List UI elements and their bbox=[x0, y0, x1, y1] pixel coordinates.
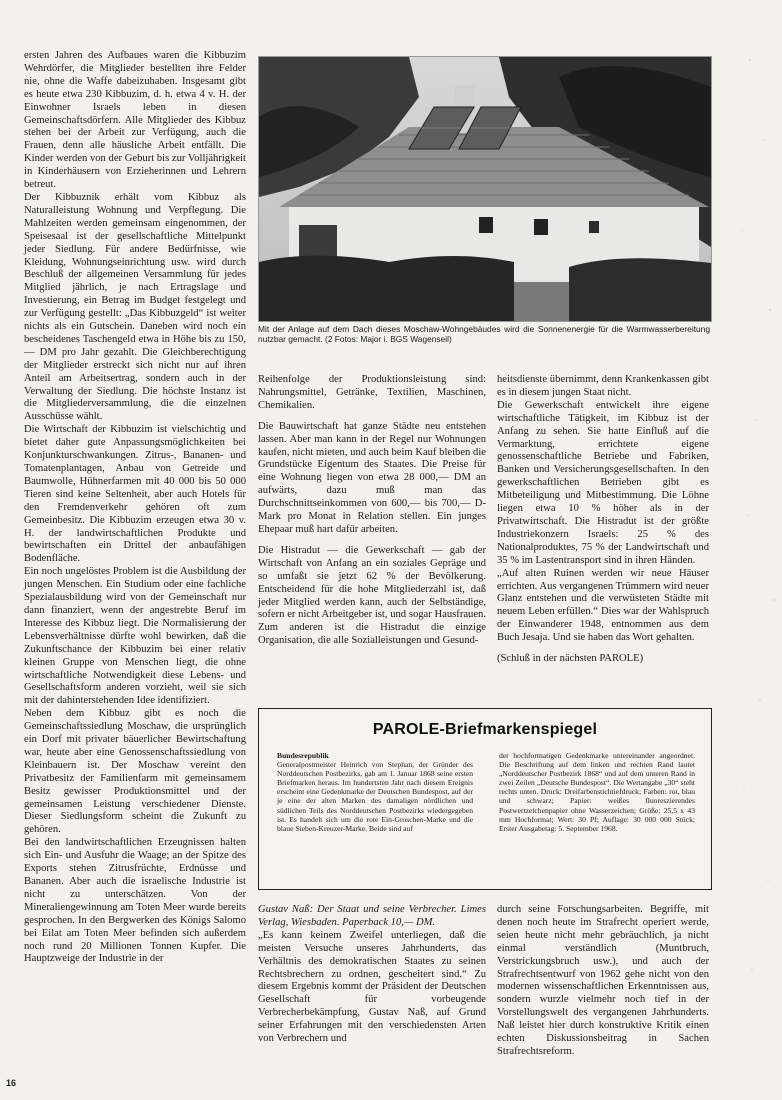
moschaw-house-photo bbox=[258, 56, 712, 322]
house-with-solar-panels-image bbox=[259, 57, 711, 321]
article-column-3 bbox=[497, 374, 709, 666]
stamp-country: Bundesrepublik bbox=[277, 751, 329, 760]
paragraph: Die Gewerkschaft entwickelt ihre eigene wirtschaftliche Tätigkeit, im Kibbuz ist der Anfang zu sehen. Sie hatte Einfluß auf die Vermarktung, errichtete eigene genossenschaftliche Betriebe und Fabriken, Banken und Versicherungsgesellschaften. In den gewerkschaftlichen Betrieben gibt es Mitbeteiligung und Mitbestimmung. Die Löhne liegen etwa 10 % höher als in der Privatwirtschaft. Die Histradut ist der größte Industriekonzern Israels: 25 % des Nationalproduktes, 75 % der Landwirtschaft und 35 % im Lastentransport sind in ihren Händen. bbox=[497, 399, 709, 566]
paragraph: heitsdienste übernimmt, denn Krankenkassen gibt es in diesem jungen Staat nicht. bbox=[497, 374, 709, 398]
paragraph: Die Bauwirtschaft hat ganze Städte neu entstehen lassen. Aber man kann in der Regel nur Wohnungen kaufen, nicht mieten, und auch beim Kauf bleiben die Grundstücke Eigentum des Staates. Die Preise für eine Wohnung liegen von etwa 28 000,— DM an aufwärts, dazu muß man das Durchschnittseinkommen von 600,— bis 700,— D-Mark pro Monat in Relation stellen. Ein junges Ehepaar muß hart dafür arbeiten. bbox=[258, 420, 486, 535]
paragraph: Reihenfolge der Produktionsleistung sind: Nahrungsmittel, Getränke, Textilien, Maschinen, Chemikalien. bbox=[258, 374, 486, 411]
review-text: durch seine Forschungsarbeiten. Begriffe, mit denen noch heute im Strafrecht operiert werde, seien heute nicht mehr gebräuchlich, ja nicht einmal verständlich (Muntbruch, Verstrickungsbruch usw.), und auch der Strafrechtsentwurf von 1962 gehe nicht von den modernen wissenschaftlichen Erkenntnissen aus, sondern wurzle vielmehr noch tief in der Vorstellungswelt des vergangenen Jahrhunderts. Naß leistet hier durch konstruktive Kritik einen echten Diskussionsbeitrag in Sachen Strafrechtsreform. bbox=[497, 904, 709, 1057]
stamp-text: der hochformatigen Gedenkmarke untereinander angeordnet. Die Beschriftung auf dem linken und rechten Rand lautet „Norddeutscher Postbezirk 1868“ und auf dem unteren Rand in zwei Zeilen „Deutsche Bundespost“. Die Wertangabe „30“ steht rechts unten. Druck: Dreifarbenstichtiefdruck; Farben: rot, blau und schwarz; Papier: weißes fluoreszierendes Postwertzeichenpapier ohne Wasserzeichen; Größe: 25,5 x 43 mm Hochformat; Wert: 30 Pf; Auflage: 30 000 000 Stück; Erster Ausgabetag: 5. September 1968. bbox=[499, 751, 695, 833]
stamp-column-right bbox=[499, 751, 695, 833]
paragraph: Neben dem Kibbuz gibt es noch die Gemeinschaftssiedlung Moschaw, die ursprünglich ein Dorf mit privater bäuerlicher Bewirtschaftung war, heute aber eine Genossenschaftssiedlung von Kleinbauern ist. Der Moschaw vereint den Privatbesitz der Familienfarm mit gemeinsamem Besitz gewisser Produktionsmittel und der gemeinsamen Leistung verschiedener Dienste. Dieser Siedlungsform scheint die Zukunft zu gehören. bbox=[24, 708, 246, 836]
box-title: PAROLE-Briefmarkenspiegel bbox=[372, 721, 598, 738]
paragraph: Bei den landwirtschaftlichen Erzeugnissen halten sich Ein- und Ausfuhr die Waage; an der Spitze des Exports stehen Zitrusfrüchte, Erdnüsse und Bananen. Aber auch die israelische Industrie ist nicht zu unterschätzen. Von der Mineraliengewinnung am Toten Meer wurde bereits gesprochen. In den Bergwerken des Königs Salomo bei Eilat am Toten Meer befinden sich außerdem noch rund 20 Millionen Tonnen Kupfer. Die Hauptzweige der Industrie in der bbox=[24, 837, 246, 965]
book-review-column bbox=[258, 904, 486, 1046]
paragraph: Der Kibbuznik erhält vom Kibbuz als Naturalleistung Wohnung und Verpflegung. Die Mahlzeiten werden gemeinsam eingenommen, der Speisesaal ist der gesellschaftliche Mittelpunkt jeder Siedlung. Für andere Bedürfnisse, wie Kleidung, Wohnungseinrichtung usw. wird durch Beschluß der allgemeinen Versammlung für jedes Mitglied jährlich, je nach Ertragslage und Investierung, ein Betrag im Budget festgelegt und zur Verfügung gestellt: „Das Kibbuzgeld“ ist weiter nichts als ein Gutschein. Daneben wird noch ein bescheidenes Taschengeld etwa in Höhe bis zu 150,— DM pro Jahr gezahlt. Die Gleichberechtigung der Mitglieder erstreckt sich nicht nur auf ihren Anteil am Arbeitsertrag, sondern auch in der Verwaltung der Siedlung. Die höchste Instanz ist die Mitgliederversammlung, die die einzelnen Ausschüsse wählt. bbox=[24, 191, 246, 423]
photo-caption: Mit der Anlage auf dem Dach dieses Moschaw-Wohngebäudes wird die Sonnenenergie für die Warmwasserbereitung nutzbar gemacht. (2 Fotos: Major i. BGS Wagenseil) bbox=[258, 324, 710, 344]
book-review-column-continued bbox=[497, 904, 709, 1059]
stamp-column-left bbox=[277, 751, 473, 833]
paragraph: „Auf alten Ruinen werden wir neue Häuser errichten. Aus vergangenen Trümmern wird neuer Glanz entstehen und die verwüsteten Städte mit neuem Leben erfüllen.“ Dies war der Wahlspruch der Einwanderer 1948, entnommen aus dem Buch Jesaja. Und sie haben das Wort gehalten. bbox=[497, 567, 709, 644]
briefmarkenspiegel-box bbox=[258, 708, 712, 890]
continuation-note: (Schluß in der nächsten PAROLE) bbox=[497, 653, 644, 665]
review-heading: Gustav Naß: Der Staat und seine Verbrecher. Limes Verlag, Wiesbaden. Paperback 10,— DM. bbox=[258, 904, 486, 928]
review-text: „Es kann keinem Zweifel unterliegen, daß die meisten Versuche unseres Jahrhunderts, das Verhältnis des demokratischen Staates zu seinen Rechtsbrechern zu ordnen, gescheitert sind.“ Zu diesem Ergebnis kommt der Präsident der Deutschen Gesellschaft für vorbeugende Verbrecherbekämpfung, Gustav Naß, auf Grund seiner Erfahrungen mit den verschiedensten Arten von Verbrechern und bbox=[258, 929, 486, 1045]
page-number: 16 bbox=[6, 1078, 17, 1088]
scan-edge-noise bbox=[730, 0, 782, 1100]
paragraph: Die Histradut — die Gewerkschaft — gab der Wirtschaft von Anfang an ein soziales Gepräge und so umfaßt sie jetzt 62 % der Bevölkerung. Entscheidend für die hohe Mitgliederzahl ist, daß jeder Mitglied werden kann, auch der Selbständige, sofern er nicht Arbeitgeber ist, und sogar Hausfrauen. Zum anderen ist die Histradut die einzige Organisation, die alle Sozialleistungen und Gesund- bbox=[258, 544, 486, 647]
stamp-text: Generalpostmeister Heinrich von Stephan, der Gründer des Norddeutschen Postbezirks, gab am 1. Januar 1868 seine ersten Briefmarken heraus. Im hundertsten Jahr nach diesem Ereignis erscheint eine Gedenkmarke der Deutschen Bundespost, auf der je eine der alten Marken des damaligen nördlichen und südlichen Teils des Norddeutschen Postbezirks wiedergegeben ist. Es handelt sich um die rote Ein-Groschen-Marke und die blaue Sieben-Kreuzer-Marke. Beide sind auf bbox=[277, 760, 473, 833]
paragraph: Ein noch ungelöstes Problem ist die Ausbildung der jungen Menschen. Ein Studium oder eine fachliche Spezialausbildung wird von der Gemeinschaft nur dann finanziert, wenn der angestrebte Beruf im Interesse des Kibbuz liegt. Die Normalisierung der Lebensverhältnisse dürfte wohl bewirken, daß die Zukunftschance der Kibbuzim bei einer relativ kleinen Gruppe von Menschen liegt, die ohne wirtschaftliche Notwendigkeit diese Lebens- und Gesellschaftsform anderen vorzieht, weil sie sich mit der dahinterstehenden Idee identifiziert. bbox=[24, 566, 246, 707]
paragraph: ersten Jahren des Aufbaues waren die Kibbuzim Wehrdörfer, die Mitglieder bestellten ihre Felder nie, ohne die Waffe dabeizuhaben. Insgesamt gibt es heute etwa 230 Kibbuzim, d. h. etwa 4 v. H. der Einwohner Israels leben in diesen Gemeinschaftsdörfern. Alle Mitglieder des Kibbuz stehen bei der Arbeit zur Verfügung, auch die Frauen, denn alle häusliche Arbeit entfällt. Die Kinder werden von der Geburt bis zur Volljährigkeit in Kinderhäusern von Erzieherinnen und Lehrern betreut. bbox=[24, 50, 246, 191]
article-column-2 bbox=[258, 374, 486, 648]
paragraph: Die Wirtschaft der Kibbuzim ist vielschichtig und bietet daher gute Anpassungsmöglichkeiten bei Konjunkturschwankungen. Zitrus-, Bananen- und Tomatenplantagen, Anbau von Getreide und Baumwolle, Hühnerfarmen mit 40 000 bis 50 000 Tieren sind keine Seltenheit, aber auch Hotels für den Fremdenverkehr gehören oft zum Gemeinbesitz. Die Kibbuzim erzeugen etwa 30 v. H. der landwirtschaftlichen Produkte und bewirtschaften ein Drittel der anbaufähigen Bodenfläche. bbox=[24, 424, 246, 565]
article-column-1 bbox=[24, 50, 246, 966]
